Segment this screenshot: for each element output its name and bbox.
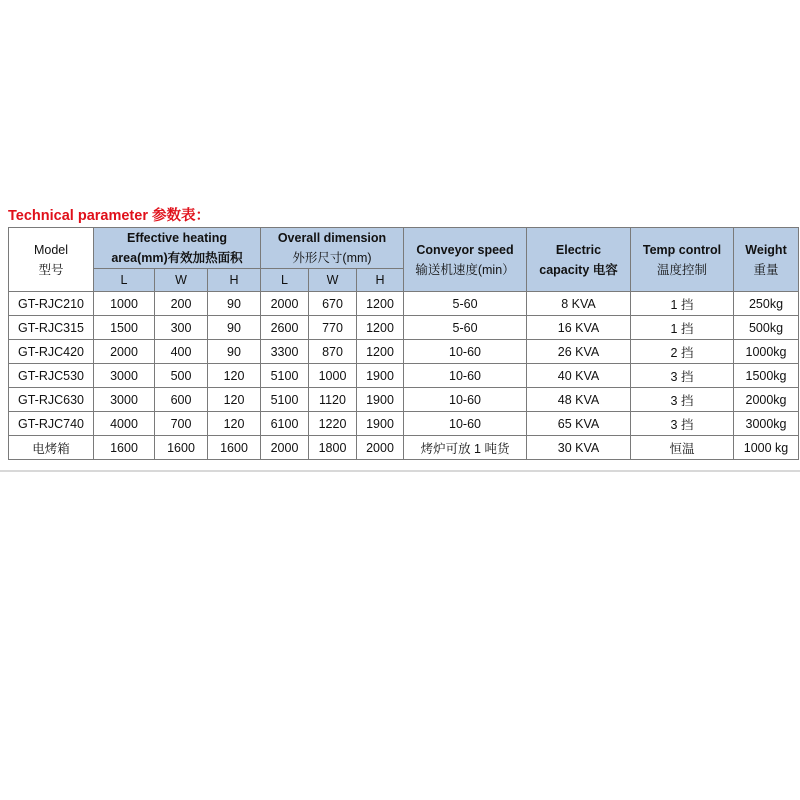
cell-overall-w: 1800 bbox=[309, 436, 357, 460]
cell-overall-h: 1900 bbox=[357, 364, 404, 388]
cell-overall-l: 6100 bbox=[261, 412, 309, 436]
technical-parameter-table bbox=[8, 227, 799, 460]
cell-temp-control: 3 挡 bbox=[631, 364, 734, 388]
cell-heating-w: 300 bbox=[155, 316, 208, 340]
cell-overall-h: 1200 bbox=[357, 292, 404, 316]
cell-temp-control: 1 挡 bbox=[631, 316, 734, 340]
cell-heating-l: 3000 bbox=[94, 364, 155, 388]
bottom-divider bbox=[0, 470, 800, 472]
cell-temp-control: 3 挡 bbox=[631, 388, 734, 412]
cell-overall-l: 2000 bbox=[261, 292, 309, 316]
subheader-heating-w: W bbox=[155, 269, 208, 292]
cell-temp-control: 2 挡 bbox=[631, 340, 734, 364]
cell-overall-h: 1900 bbox=[357, 388, 404, 412]
cell-heating-w: 200 bbox=[155, 292, 208, 316]
cell-overall-w: 1000 bbox=[309, 364, 357, 388]
cell-overall-h: 1200 bbox=[357, 340, 404, 364]
header-heating-line2: area(mm)有效加热面积 bbox=[111, 251, 243, 265]
cell-conveyor-speed: 10-60 bbox=[404, 364, 527, 388]
cell-electric-capacity: 40 KVA bbox=[527, 364, 631, 388]
header-temp-control bbox=[631, 228, 734, 292]
cell-electric-capacity: 26 KVA bbox=[527, 340, 631, 364]
cell-weight: 1500kg bbox=[734, 364, 799, 388]
header-heating-en: Effective heating bbox=[126, 231, 228, 245]
cell-overall-h: 1900 bbox=[357, 412, 404, 436]
cell-heating-l: 1500 bbox=[94, 316, 155, 340]
cell-overall-h: 2000 bbox=[357, 436, 404, 460]
cell-overall-l: 2000 bbox=[261, 436, 309, 460]
cell-temp-control: 1 挡 bbox=[631, 292, 734, 316]
cell-heating-l: 1000 bbox=[94, 292, 155, 316]
header-conveyor-en: Conveyor speed bbox=[416, 242, 514, 257]
cell-weight: 1000kg bbox=[734, 340, 799, 364]
table-row bbox=[9, 436, 799, 460]
header-temp-line2: 温度控制 bbox=[657, 262, 708, 277]
subheader-overall-h: H bbox=[357, 269, 404, 292]
cell-temp-control: 3 挡 bbox=[631, 412, 734, 436]
cell-electric-capacity: 8 KVA bbox=[527, 292, 631, 316]
cell-heating-w: 700 bbox=[155, 412, 208, 436]
header-conveyor-speed bbox=[404, 228, 527, 292]
cell-heating-l: 2000 bbox=[94, 340, 155, 364]
header-electric-line2: capacity 电容 bbox=[539, 262, 618, 277]
title-en: Technical parameter bbox=[8, 208, 152, 224]
cell-heating-h: 90 bbox=[208, 292, 261, 316]
cell-model: GT-RJC530 bbox=[9, 364, 94, 388]
cell-model: 电烤箱 bbox=[9, 436, 94, 460]
cell-heating-w: 400 bbox=[155, 340, 208, 364]
header-model-en: Model bbox=[33, 242, 69, 257]
subheader-heating-l: L bbox=[94, 269, 155, 292]
page-title bbox=[8, 204, 210, 225]
cell-heating-h: 90 bbox=[208, 340, 261, 364]
cell-model: GT-RJC315 bbox=[9, 316, 94, 340]
cell-heating-w: 500 bbox=[155, 364, 208, 388]
cell-heating-l: 3000 bbox=[94, 388, 155, 412]
cell-overall-h: 1200 bbox=[357, 316, 404, 340]
header-overall-en: Overall dimension bbox=[277, 231, 387, 245]
table-row bbox=[9, 412, 799, 436]
cell-overall-w: 1120 bbox=[309, 388, 357, 412]
header-weight-en: Weight bbox=[745, 242, 787, 257]
cell-weight: 250kg bbox=[734, 292, 799, 316]
cell-overall-w: 1220 bbox=[309, 412, 357, 436]
cell-heating-h: 120 bbox=[208, 412, 261, 436]
cell-model: GT-RJC210 bbox=[9, 292, 94, 316]
header-weight bbox=[734, 228, 799, 292]
cell-conveyor-speed: 5-60 bbox=[404, 292, 527, 316]
cell-electric-capacity: 48 KVA bbox=[527, 388, 631, 412]
cell-overall-w: 870 bbox=[309, 340, 357, 364]
table-row bbox=[9, 340, 799, 364]
cell-heating-h: 120 bbox=[208, 388, 261, 412]
subheader-overall-l: L bbox=[261, 269, 309, 292]
header-conveyor-line2: 输送机速度(min） bbox=[415, 262, 515, 277]
header-overall-dimension bbox=[261, 228, 404, 269]
cell-electric-capacity: 30 KVA bbox=[527, 436, 631, 460]
cell-temp-control: 恒温 bbox=[631, 436, 734, 460]
table-row bbox=[9, 388, 799, 412]
cell-overall-l: 2600 bbox=[261, 316, 309, 340]
cell-overall-l: 5100 bbox=[261, 388, 309, 412]
cell-conveyor-speed: 10-60 bbox=[404, 340, 527, 364]
subheader-overall-w: W bbox=[309, 269, 357, 292]
table-row bbox=[9, 316, 799, 340]
cell-overall-l: 5100 bbox=[261, 364, 309, 388]
table-row bbox=[9, 364, 799, 388]
cell-conveyor-speed: 5-60 bbox=[404, 316, 527, 340]
header-electric-en: Electric bbox=[555, 242, 602, 257]
cell-weight: 3000kg bbox=[734, 412, 799, 436]
header-heating-area bbox=[94, 228, 261, 269]
cell-electric-capacity: 65 KVA bbox=[527, 412, 631, 436]
cell-model: GT-RJC740 bbox=[9, 412, 94, 436]
cell-weight: 1000 kg bbox=[734, 436, 799, 460]
cell-conveyor-speed: 烤炉可放 1 吨货 bbox=[404, 436, 527, 460]
cell-model: GT-RJC630 bbox=[9, 388, 94, 412]
header-model bbox=[9, 228, 94, 292]
cell-model: GT-RJC420 bbox=[9, 340, 94, 364]
cell-overall-l: 3300 bbox=[261, 340, 309, 364]
cell-heating-w: 1600 bbox=[155, 436, 208, 460]
cell-heating-h: 1600 bbox=[208, 436, 261, 460]
header-electric-capacity bbox=[527, 228, 631, 292]
table-row bbox=[9, 292, 799, 316]
cell-overall-w: 770 bbox=[309, 316, 357, 340]
cell-weight: 500kg bbox=[734, 316, 799, 340]
cell-conveyor-speed: 10-60 bbox=[404, 388, 527, 412]
cell-overall-w: 670 bbox=[309, 292, 357, 316]
cell-heating-l: 1600 bbox=[94, 436, 155, 460]
cell-conveyor-speed: 10-60 bbox=[404, 412, 527, 436]
cell-heating-l: 4000 bbox=[94, 412, 155, 436]
cell-heating-w: 600 bbox=[155, 388, 208, 412]
header-weight-line2: 重量 bbox=[753, 262, 779, 277]
title-cn: 参数表： bbox=[152, 208, 210, 224]
header-temp-en: Temp control bbox=[642, 242, 722, 257]
header-overall-line2: 外形尺寸(mm) bbox=[292, 251, 372, 265]
header-model-cn: 型号 bbox=[38, 262, 64, 277]
cell-heating-h: 120 bbox=[208, 364, 261, 388]
cell-electric-capacity: 16 KVA bbox=[527, 316, 631, 340]
subheader-heating-h: H bbox=[208, 269, 261, 292]
cell-weight: 2000kg bbox=[734, 388, 799, 412]
cell-heating-h: 90 bbox=[208, 316, 261, 340]
